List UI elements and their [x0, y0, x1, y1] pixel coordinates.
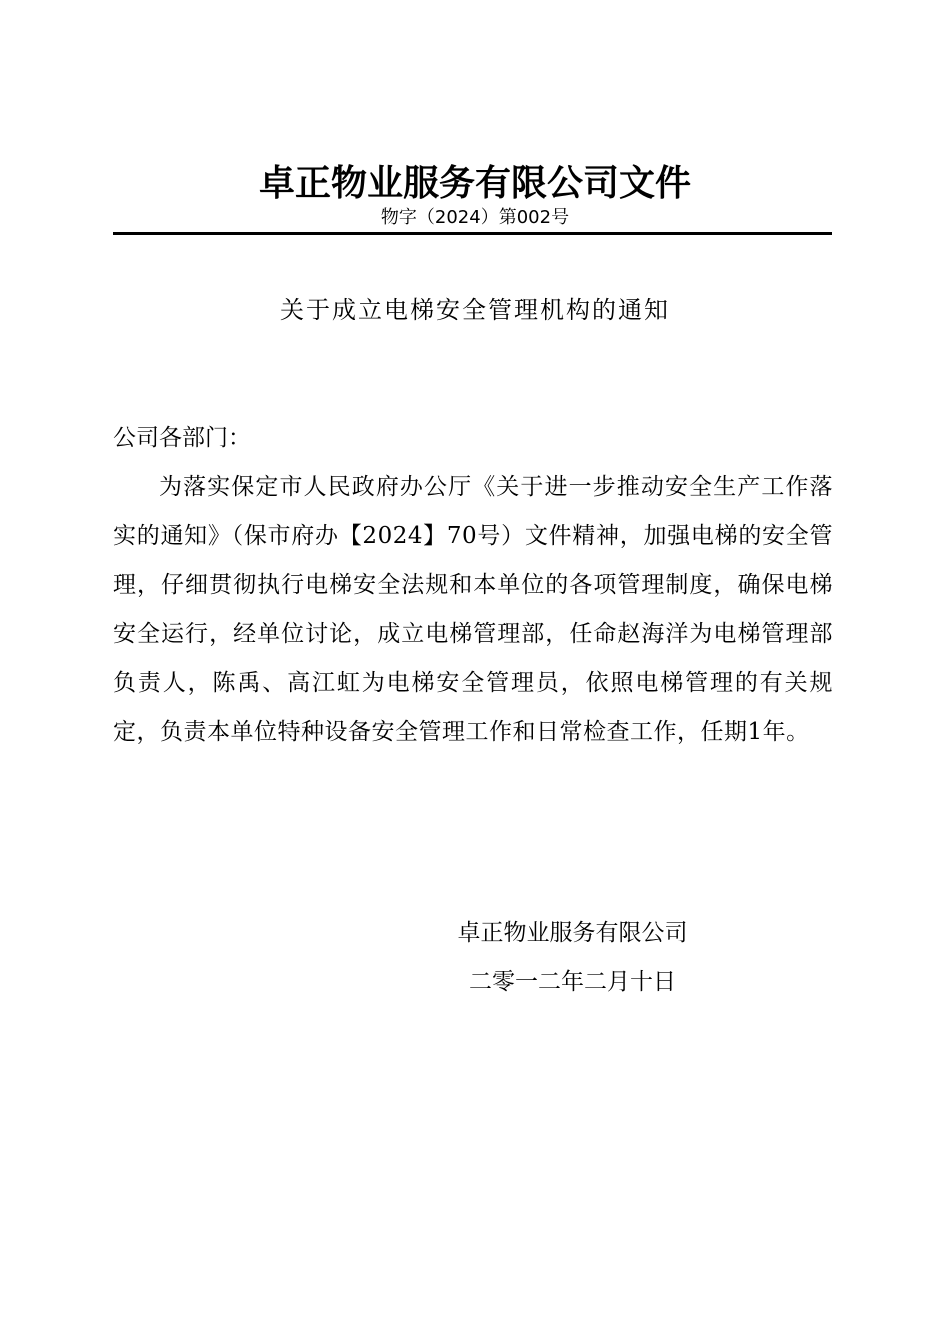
salutation: 公司各部门： — [113, 425, 251, 451]
signature-block — [400, 909, 745, 1007]
header-divider — [113, 232, 832, 235]
notice-title: 关于成立电梯安全管理机构的通知 — [280, 296, 670, 324]
document-header — [0, 160, 950, 230]
signature-date: 二零一二年二月十日 — [469, 969, 676, 995]
document-number: 物字（2024）第002号 — [380, 207, 570, 228]
notice-body — [113, 414, 833, 757]
body-paragraph: 为落实保定市人民政府办公厅《关于进一步推动安全生产工作落实的通知》（保市府办【2024】70号）文件精神，加强电梯的安全管理，仔细贯彻执行电梯安全法规和本单位的各项管理制度，确保电梯安全运行，经单位讨论，成立电梯管理部，任命赵海洋为电梯管理部负责人，陈禹、高江虹为电梯安全管理员，依照电梯管理的有关规定，负责本单位特种设备安全管理工作和日常检查工作，任期1年。 — [113, 474, 833, 745]
signature-company: 卓正物业服务有限公司 — [457, 920, 688, 946]
company-title: 卓正物业服务有限公司文件 — [258, 163, 691, 204]
